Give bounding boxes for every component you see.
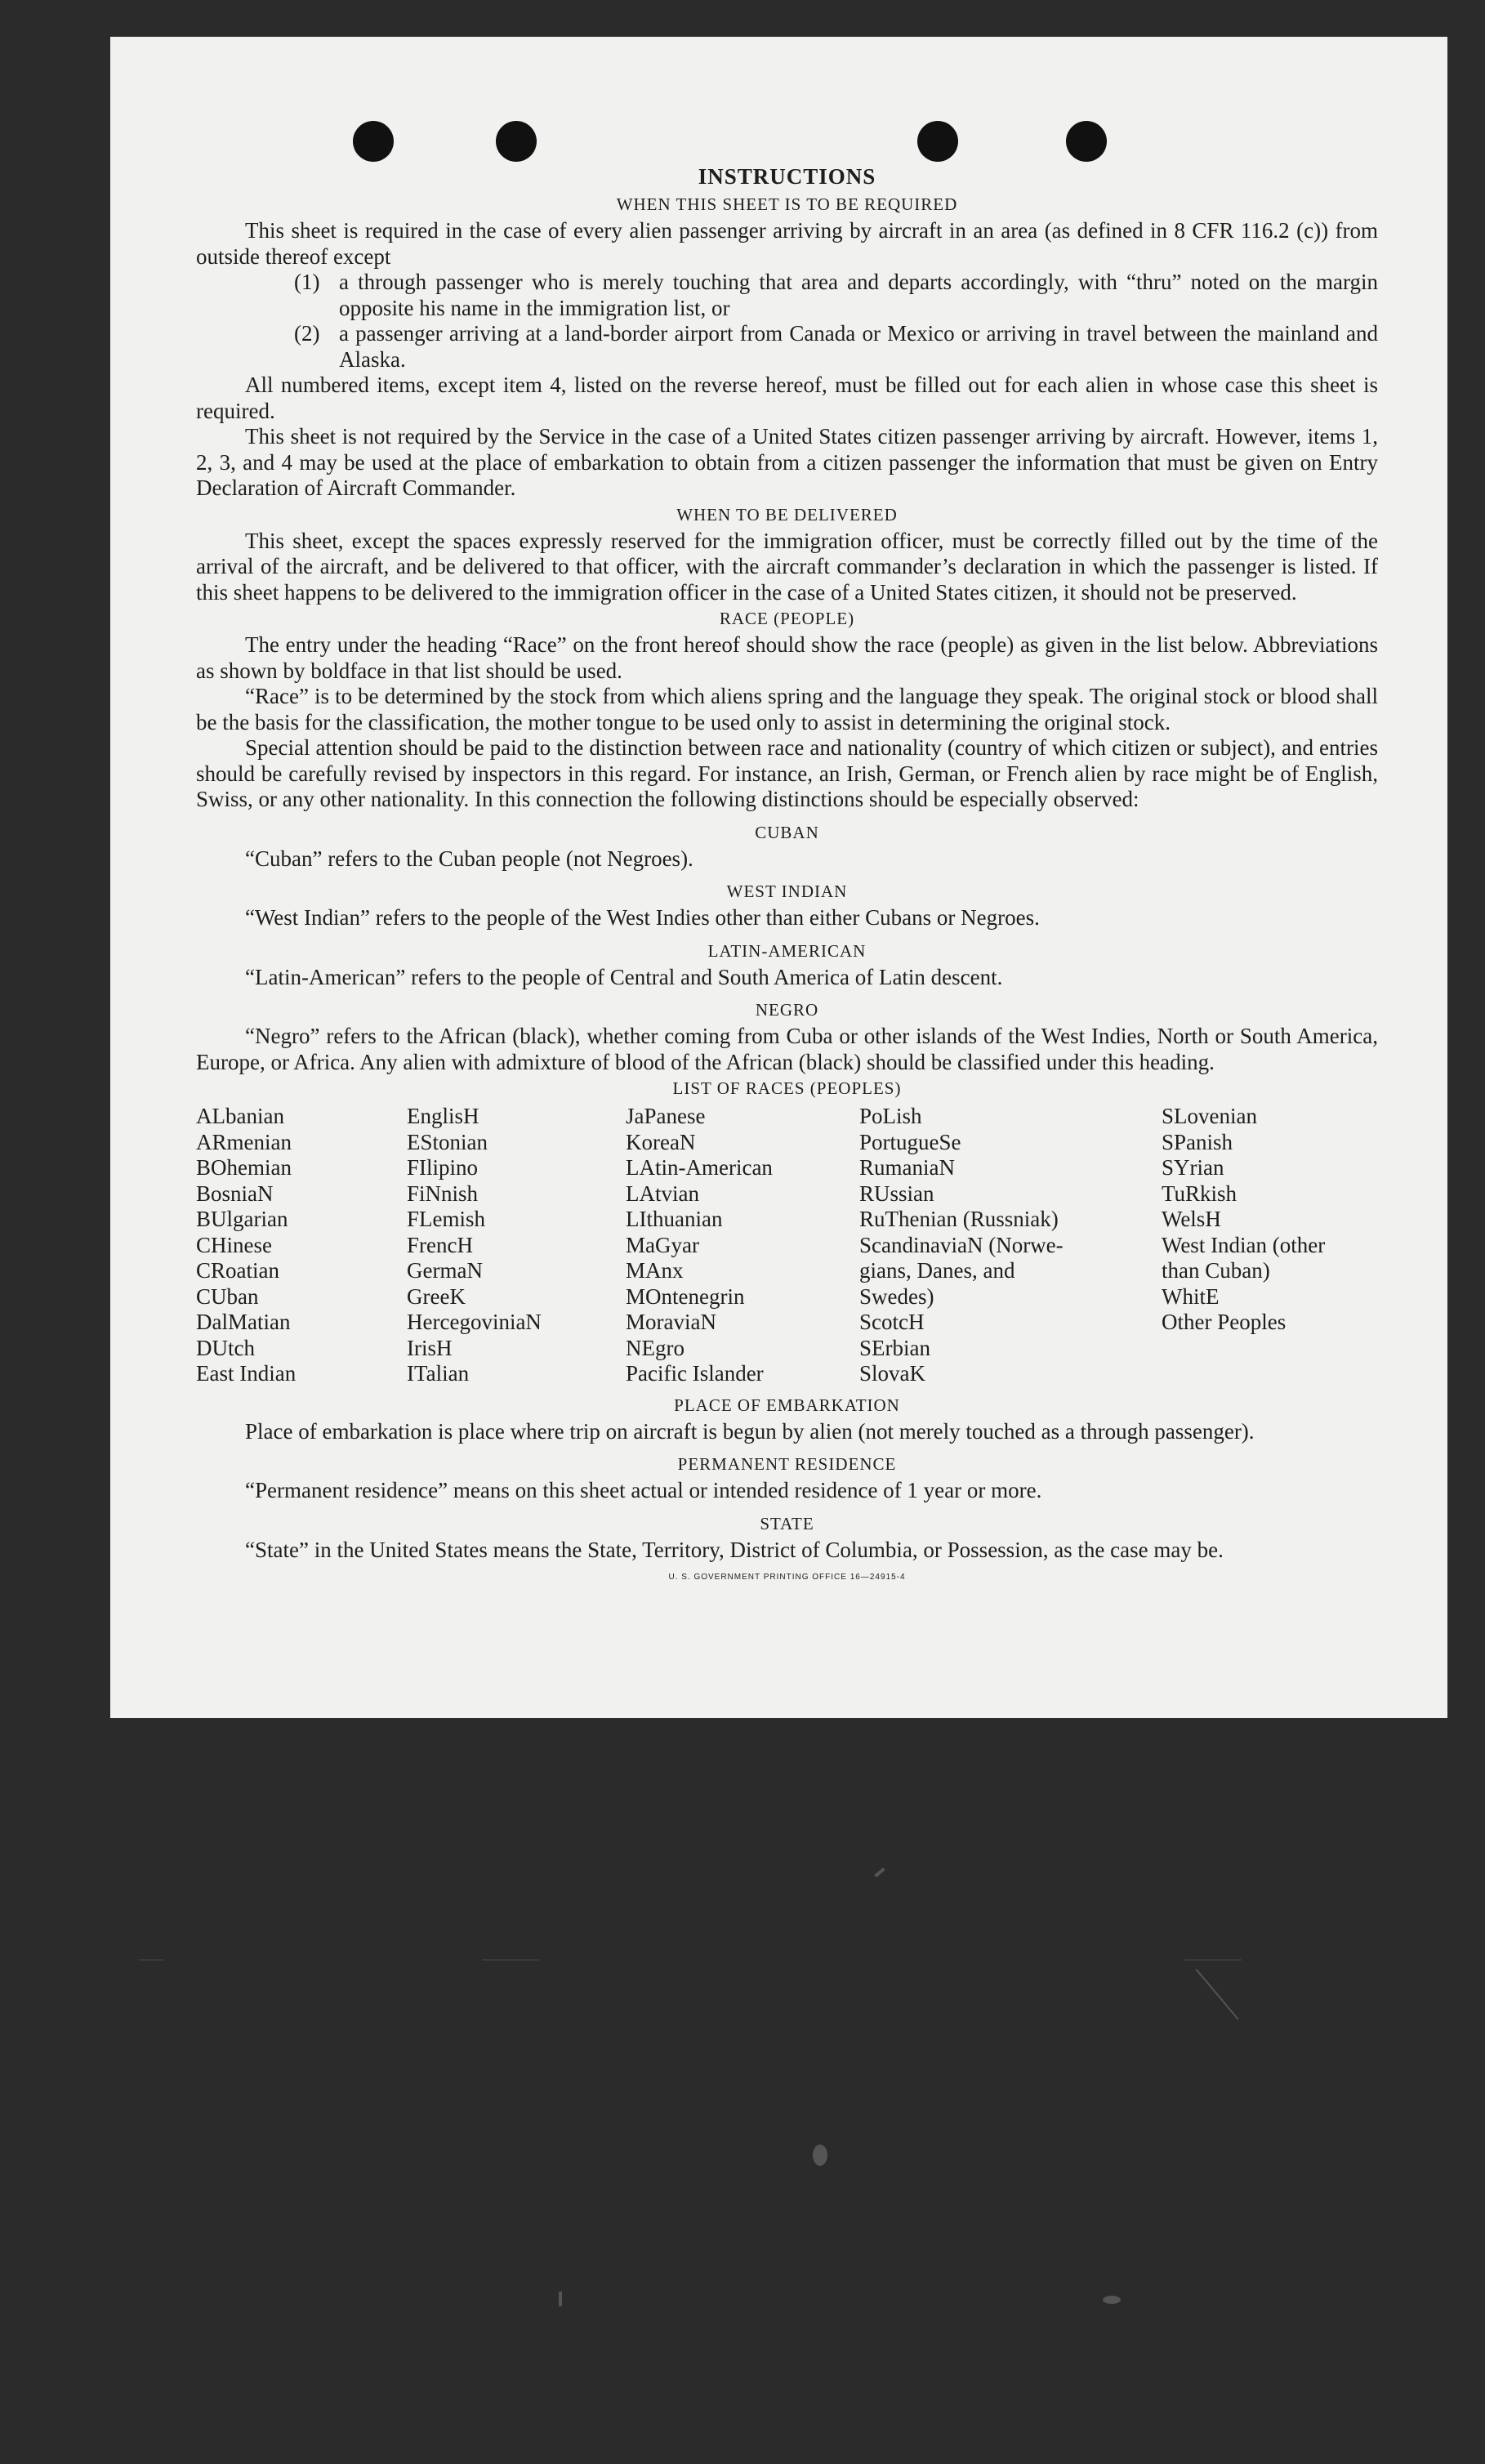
race-entry: East Indian (196, 1361, 297, 1386)
race-entry: Other Peoples (1162, 1310, 1287, 1334)
heading-list-of-races: LIST OF RACES (PEOPLES) (672, 1078, 902, 1098)
race-entry: BOhemian (196, 1155, 292, 1180)
race-entry: FLemish (407, 1207, 486, 1231)
paragraph-race-entry: The entry under the heading “Race” on the front hereof should show the race (people) as given in the list below. Abbreviations as shown by boldface in that list should be used. (196, 632, 1378, 683)
race-entry: LIthuanian (626, 1207, 723, 1231)
race-entry: MOntenegrin (626, 1283, 745, 1309)
race-entry: RuThenian (Russniak) (859, 1207, 1059, 1231)
heading-embarkation: PLACE OF EMBARKATION (674, 1395, 900, 1415)
paragraph-race-nationality: Special attention should be paid to the distinction between race and nationality (country of which citizen or subject), and entries should be carefully revised by inspectors in this regard. For instance, an Irish, German, or French alien by race might be of English, Swiss, or any other nationality. In this connection the following distinctions should be especially observed: (196, 735, 1378, 811)
race-entry: RumaniaN (859, 1155, 955, 1180)
race-entry: TuRkish (1162, 1181, 1238, 1206)
paragraph-required: This sheet is required in the case of every alien passenger arriving by aircraft in an area (as defined in 8 CFR 116.2 (c)) from outside thereof except (196, 218, 1378, 269)
paragraph-state: “State” in the United States means the State, Territory, District of Columbia, or Possession, as the case may be. (245, 1537, 1224, 1562)
paragraph-citizen: This sheet is not required by the Service in the case of a United States citizen passenger arriving by aircraft. However, items 1, 2, 3, and 4 may be used at the place of embarkation to obtain from a citizen passenger the information that must be given on Entry Declaration of Aircraft Commander. (196, 424, 1378, 500)
race-entry: MoraviaN (626, 1310, 716, 1334)
paragraph-negro: “Negro” refers to the African (black), whether coming from Cuba or other islands of the West Indies, North or South America, Europe, or Africa. Any alien with admixture of blood of the African (black) should be classified under this heading. (196, 1024, 1378, 1074)
scan-artifact (874, 1868, 885, 1877)
race-entry: BUlgarian (196, 1207, 288, 1231)
race-entry: ALbanian (196, 1104, 284, 1128)
race-entry: MAnx (626, 1258, 684, 1283)
item-text: a through passenger who is merely touching that area and departs accordingly, with “thru” noted on the margin opposite his name in the immigration list, or (339, 270, 1378, 320)
race-entry: FIlipino (407, 1155, 479, 1180)
scan-artifact (1196, 1969, 1239, 2020)
race-entry: ScandinaviaN (Norwe- (859, 1232, 1064, 1257)
punch-hole (1066, 121, 1107, 162)
race-entry: GermaN (407, 1258, 483, 1283)
heading-latin-american: LATIN-AMERICAN (707, 940, 867, 961)
race-entry: GreeK (407, 1283, 466, 1309)
race-entry: NEgro (626, 1335, 685, 1360)
item-number: (1) (294, 270, 320, 294)
heading-delivered: WHEN TO BE DELIVERED (676, 504, 898, 524)
paragraph-numbered-items: All numbered items, except item 4, listed on the reverse hereof, must be filled out for each alien in whose case this sheet is required. (196, 373, 1378, 423)
race-entry: IrisH (407, 1335, 453, 1360)
race-entry: WhitE (1162, 1283, 1220, 1309)
race-entry: West Indian (other (1162, 1232, 1326, 1257)
race-entry: MaGyar (626, 1232, 699, 1257)
race-entry: SYrian (1162, 1155, 1224, 1180)
heading-race: RACE (PEOPLE) (719, 609, 855, 628)
race-entry: BosniaN (196, 1181, 274, 1206)
heading-permanent-residence: PERMANENT RESIDENCE (677, 1454, 897, 1474)
race-entry: HercegovinіaN (407, 1310, 542, 1334)
printing-office-imprint: U. S. GOVERNMENT PRINTING OFFICE 16—24915-4 (668, 1573, 906, 1582)
scan-artifact (559, 2292, 562, 2306)
race-entry: gians, Danes, and (859, 1258, 1015, 1283)
race-entry: FiNnish (407, 1181, 479, 1206)
race-entry: CRoatian (196, 1258, 279, 1283)
item-number: (2) (294, 321, 320, 346)
race-entry: SErbian (859, 1335, 930, 1360)
punch-hole (353, 121, 394, 162)
race-entry: LAtvian (626, 1181, 699, 1206)
race-entry: SLovenian (1162, 1104, 1257, 1128)
item-text: a passenger arriving at a land-border airport from Canada or Mexico or arriving in travel between the mainland and Alaska. (339, 321, 1378, 372)
races-column (1162, 1104, 1378, 1387)
scan-artifact (1184, 1959, 1242, 1961)
race-entry: CUban (196, 1283, 259, 1309)
list-item (196, 270, 1378, 321)
race-entry: EStonian (407, 1129, 488, 1154)
paragraph-permanent-residence: “Permanent residence” means on this sheet actual or intended residence of 1 year or more. (245, 1478, 1042, 1502)
paragraph-race-stock: “Race” is to be determined by the stock from which aliens spring and the language they speak. The original stock or blood shall be the basis for the classification, the mother tongue to be used only to assist in determining the original stock. (196, 684, 1378, 734)
scan-artifact (813, 2145, 827, 2166)
punch-hole (917, 121, 958, 162)
race-entry: LAtin-American (626, 1155, 773, 1180)
race-entry: RUssian (859, 1181, 934, 1206)
paragraph-cuban: “Cuban” refers to the Cuban people (not Negroes). (245, 846, 693, 871)
races-column (407, 1104, 626, 1387)
race-entry: CHinese (196, 1232, 272, 1257)
race-entry: SlovaK (859, 1361, 925, 1386)
race-entry: ITalian (407, 1361, 470, 1386)
race-entry: Swedes) (859, 1283, 934, 1309)
race-entry: DalMatian (196, 1310, 291, 1334)
race-entry: Pacific Islander (626, 1361, 764, 1386)
scan-artifact (139, 1959, 163, 1961)
scan-artifact (482, 1959, 539, 1961)
race-entry: than Cuban) (1162, 1258, 1270, 1283)
paragraph-latin-american: “Latin-American” refers to the people of Central and South America of Latin descent. (245, 964, 1003, 989)
race-entry: DUtch (196, 1335, 255, 1360)
punch-hole (496, 121, 537, 162)
races-list (196, 1104, 1378, 1387)
paragraph-embarkation: Place of embarkation is place where trip on aircraft is begun by alien (not merely touched as a through passenger). (245, 1418, 1255, 1444)
races-column (859, 1104, 1162, 1387)
page-title: INSTRUCTIONS (698, 164, 876, 189)
race-entry: EnglisH (407, 1104, 479, 1128)
list-item (196, 321, 1378, 373)
races-column (196, 1104, 407, 1387)
race-entry: PortugueSe (859, 1129, 961, 1154)
races-column (626, 1104, 859, 1387)
race-entry: WelsH (1162, 1207, 1221, 1231)
race-entry: ARmenian (196, 1129, 292, 1154)
scan-artifact (1103, 2296, 1121, 2304)
paragraph-delivered: This sheet, except the spaces expressly reserved for the immigration officer, must be correctly filled out by the time of the arrival of the aircraft, and be delivered to that officer, with the aircraft commander’s declaration in which the passenger is listed. If this sheet happens to be delivered to the immigration officer in the case of a United States citizen, it should not be preserved. (196, 528, 1378, 605)
heading-state: STATE (760, 1513, 814, 1533)
race-entry: SPanish (1162, 1129, 1233, 1154)
race-entry: FrencH (407, 1232, 473, 1257)
heading-negro: NEGRO (755, 1000, 819, 1020)
race-entry: ScotcH (859, 1310, 925, 1334)
heading-west-indian: WEST INDIAN (726, 882, 848, 901)
race-entry: KoreaN (626, 1129, 696, 1154)
paragraph-west-indian: “West Indian” refers to the people of the West Indies other than either Cubans or Negroes. (245, 905, 1040, 930)
heading-required: WHEN THIS SHEET IS TO BE REQUIRED (616, 194, 958, 214)
race-entry: PoLish (859, 1104, 922, 1128)
race-entry: JaPanese (626, 1104, 706, 1128)
heading-cuban: CUBAN (755, 822, 819, 842)
document-sheet (110, 37, 1447, 1718)
